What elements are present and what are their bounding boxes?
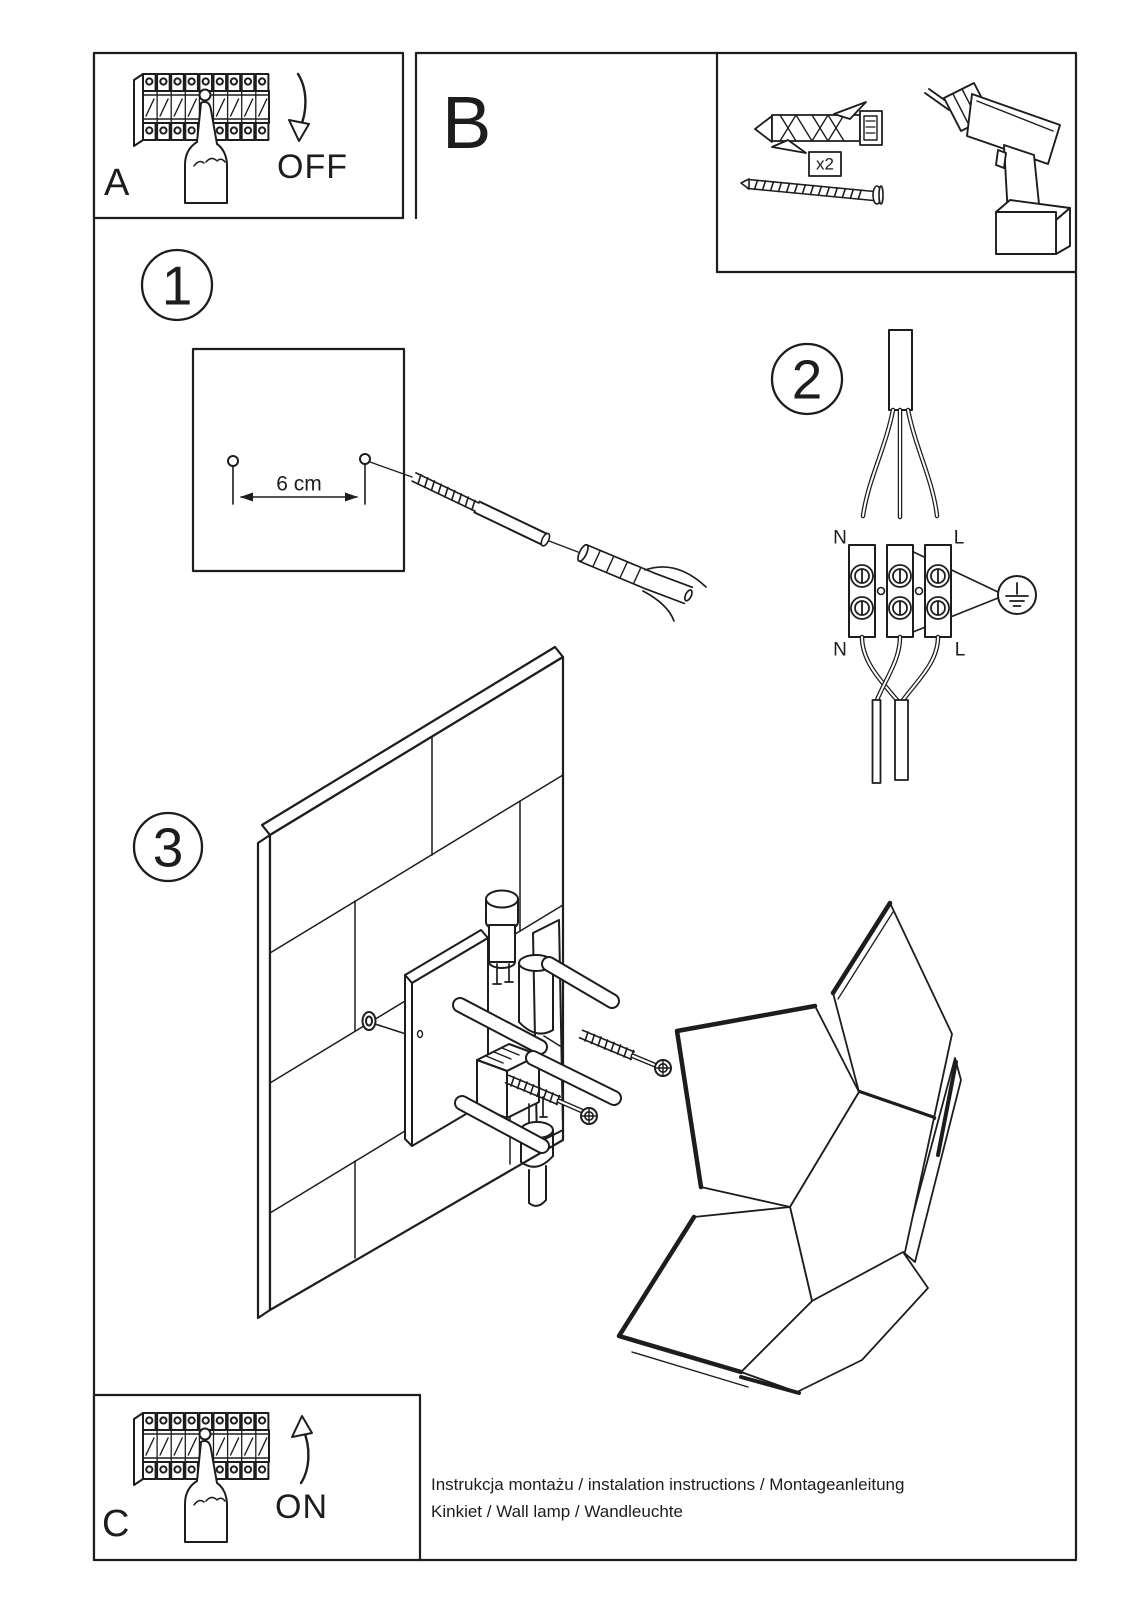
step3-number: 3 bbox=[152, 816, 184, 879]
lamp-wires bbox=[862, 637, 938, 783]
ground-symbol-icon bbox=[998, 576, 1036, 614]
section-b-label: B bbox=[442, 81, 492, 164]
mounting-screw-icon bbox=[580, 1030, 672, 1076]
off-label: OFF bbox=[277, 148, 348, 186]
terminal-block bbox=[849, 545, 951, 637]
hole-distance-label: 6 cm bbox=[276, 472, 322, 496]
on-label: ON bbox=[275, 1488, 328, 1526]
lamp-shade-panels bbox=[619, 903, 961, 1393]
footer-line-2: Kinkiet / Wall lamp / Wandleuchte bbox=[431, 1502, 683, 1521]
neutral-label-bottom: N bbox=[833, 639, 847, 661]
live-label-bottom: L bbox=[954, 639, 966, 661]
step2-wiring-drawing bbox=[849, 330, 1036, 783]
wall-square bbox=[193, 349, 404, 571]
section-c-label: C bbox=[102, 1503, 130, 1545]
power-cable bbox=[863, 330, 937, 517]
page-frame bbox=[94, 53, 1076, 1560]
step1-drawing bbox=[193, 349, 706, 621]
step1-number: 1 bbox=[161, 254, 193, 317]
neutral-label-top: N bbox=[833, 527, 847, 549]
section-a-label: A bbox=[104, 162, 130, 204]
screw-icon bbox=[412, 473, 578, 552]
step2-number: 2 bbox=[791, 348, 823, 411]
wall-plug-icon bbox=[576, 543, 706, 621]
quantity-label: x2 bbox=[816, 154, 834, 174]
footer-line-1: Instrukcja montażu / instalation instructions / Montageanleitung bbox=[431, 1475, 905, 1494]
live-label-top: L bbox=[953, 527, 965, 549]
